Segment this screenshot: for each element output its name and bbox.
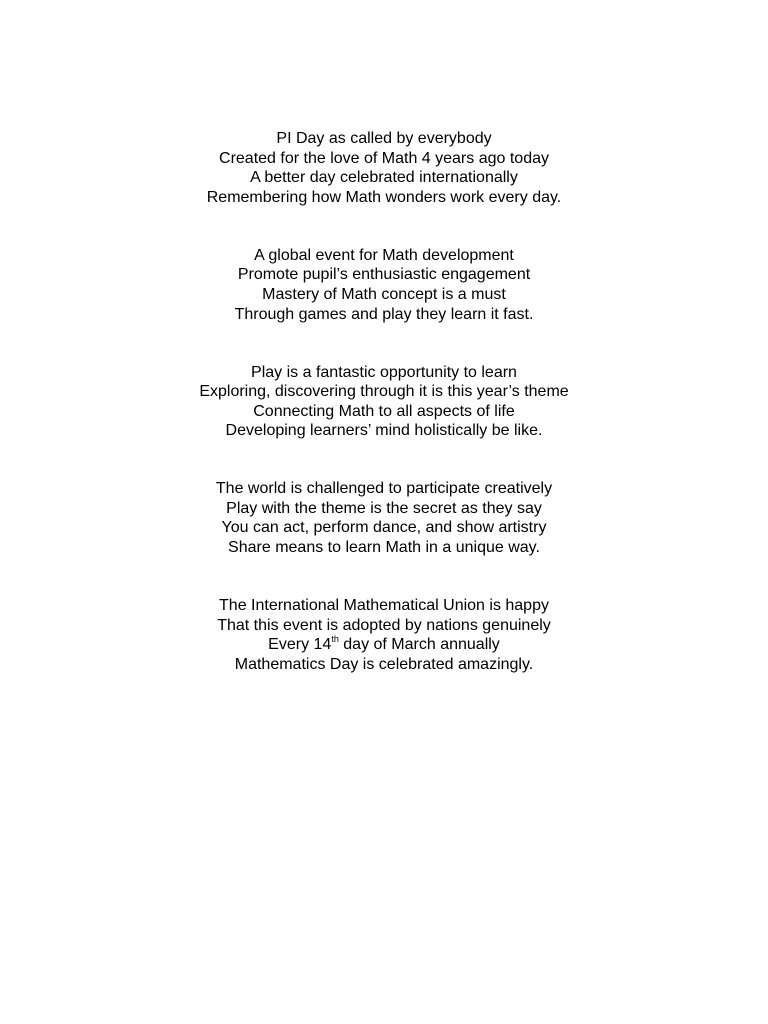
stanza-2 [0, 246, 768, 324]
poem-line: Remembering how Math wonders work every day. [206, 188, 562, 206]
stanza-5 [0, 596, 768, 674]
poem-line-with-superscript [0, 635, 768, 655]
poem-line: Through games and play they learn it fast. [234, 305, 534, 323]
poem-line: Exploring, discovering through it is this year’s theme [199, 383, 569, 401]
poem-line: The International Mathematical Union is happy [219, 597, 549, 615]
poem-line: Developing learners’ mind holistically be like. [225, 422, 543, 440]
poem-line: Mastery of Math concept is a must [262, 285, 506, 303]
poem-line: That this event is adopted by nations genuinely [217, 616, 551, 634]
line-prefix: Every 14 [268, 636, 332, 654]
poem-line: PI Day as called by everybody [276, 130, 492, 147]
stanza-4 [0, 479, 768, 557]
stanza-1 [0, 129, 768, 207]
line-suffix: day of March annually [338, 636, 500, 654]
poem-line: A better day celebrated internationally [250, 169, 518, 187]
poem-line: Share means to learn Math in a unique way. [228, 539, 540, 557]
poem-line: Mathematics Day is celebrated amazingly. [234, 655, 534, 673]
poem-line: Created for the love of Math 4 years ago today [219, 149, 549, 167]
poem-line: Promote pupil’s enthusiastic engagement [237, 266, 531, 284]
poem-line: Play with the theme is the secret as they say [226, 499, 542, 517]
poem-line: Connecting Math to all aspects of life [253, 402, 515, 420]
poem-line: The world is challenged to participate creatively [215, 480, 553, 498]
poem-line: A global event for Math development [254, 246, 514, 264]
ordinal-superscript: th [331, 633, 339, 644]
poem-line: You can act, perform dance, and show artistry [221, 519, 547, 537]
poem-line: Play is a fantastic opportunity to learn [251, 363, 517, 381]
stanza-3 [0, 363, 768, 441]
poem [0, 129, 768, 674]
